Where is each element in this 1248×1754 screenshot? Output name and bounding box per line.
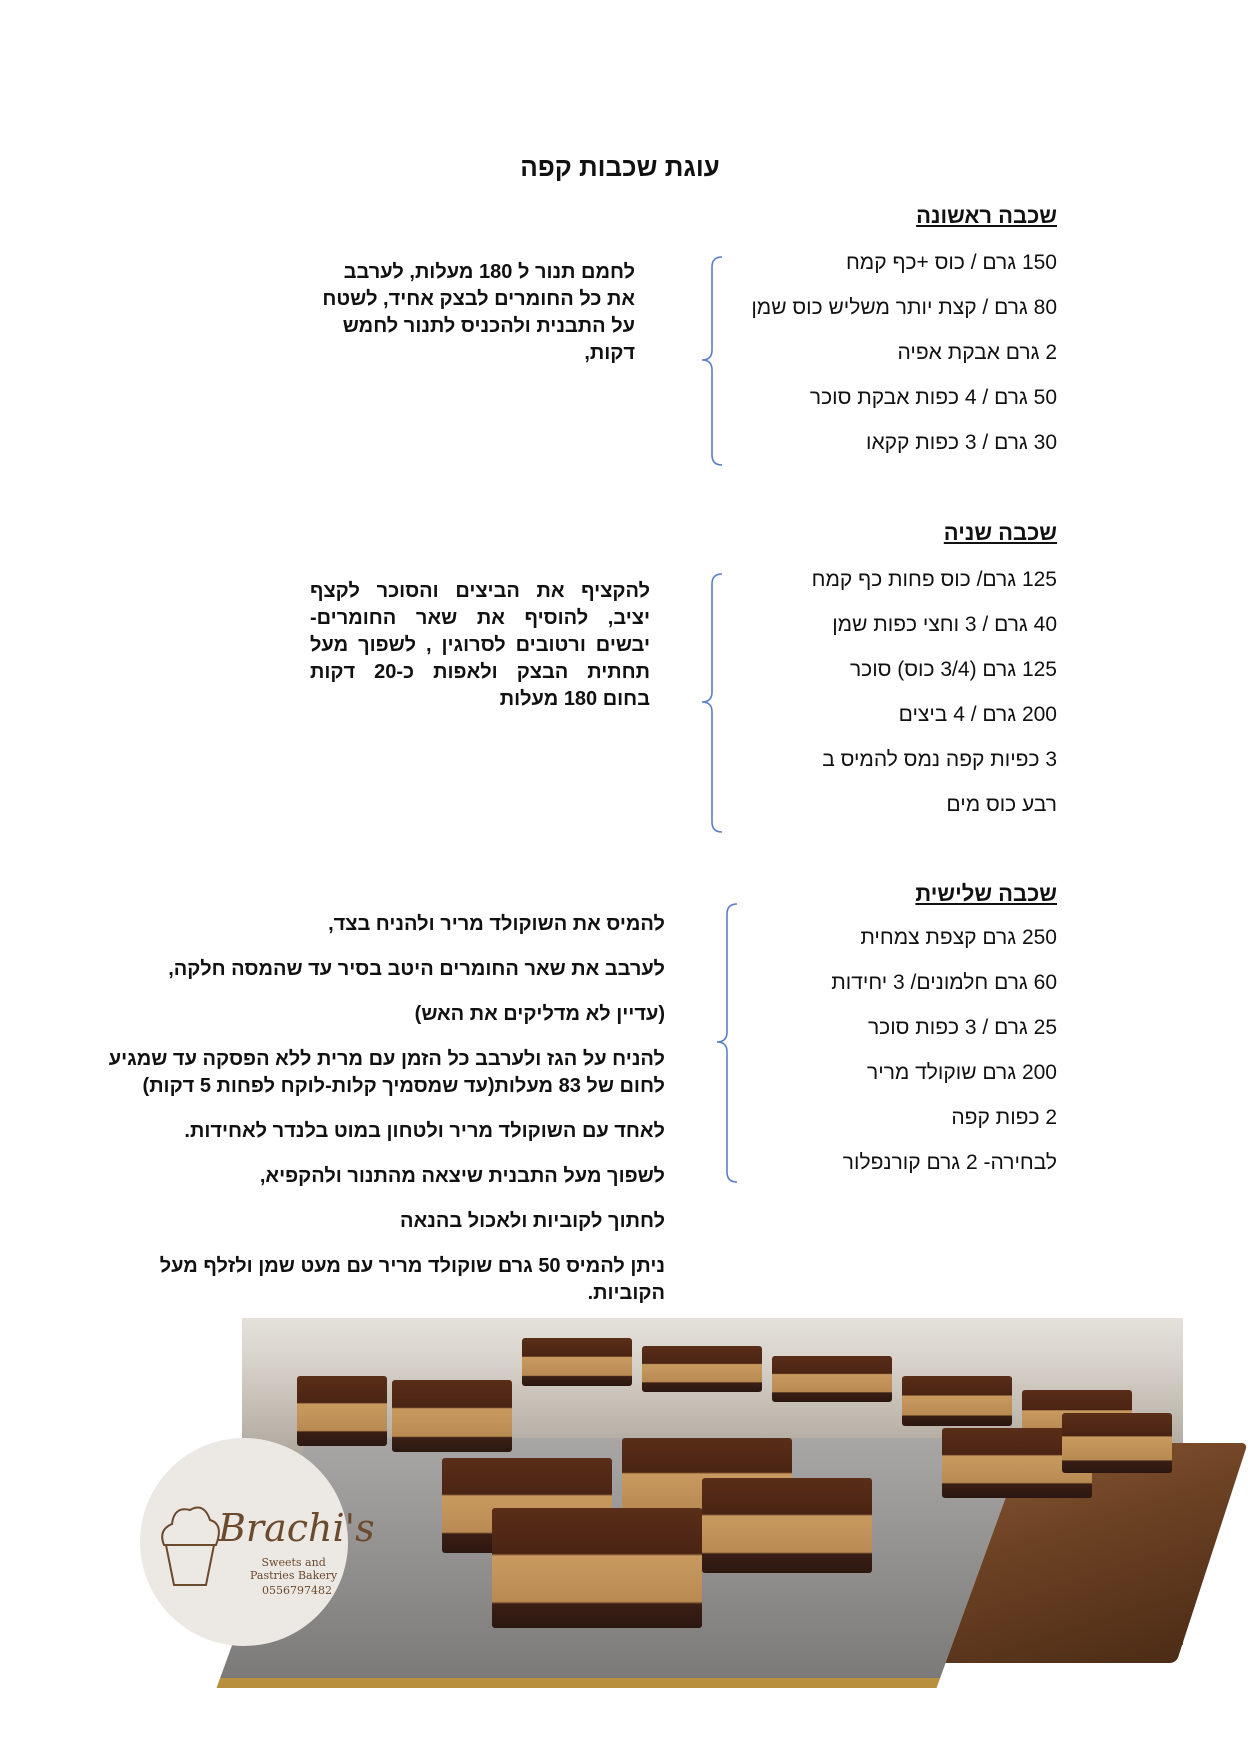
layer2-brace: [690, 572, 730, 837]
cake-bar: [392, 1380, 512, 1452]
layer3-heading: שכבה שלישית: [915, 881, 1057, 906]
recipe-title: עוגת שכבות קפה: [520, 152, 720, 182]
layer3-instructions: [65, 911, 665, 1307]
instruction-line: לשפוך מעל התבנית שיצאה מהתנור ולהקפיא,: [259, 1165, 665, 1187]
layer1-ingredient: 50 גרם / 4 כפות אבקת סוכר: [809, 386, 1057, 409]
instruction-line: להקציף את הביצים והסוכר לקצף: [310, 580, 650, 602]
instruction-line: לערבב את שאר החומרים היטב בסיר עד שהמסה חלקה,: [168, 958, 665, 980]
layer3-ingredient: 25 גרם / 3 כפות סוכר: [867, 1016, 1057, 1039]
cake-bar: [297, 1376, 387, 1446]
layer1-instructions: [305, 259, 635, 367]
cake-bar: [522, 1338, 632, 1386]
logo-phone: 0556797482: [262, 1584, 332, 1597]
layer1-heading: שכבה ראשונה: [916, 203, 1057, 228]
layer1-ingredient: 80 גרם / קצת יותר משליש כוס שמן: [751, 296, 1057, 319]
instruction-line: בחום 180 מעלות: [499, 688, 650, 710]
instruction-line: הקוביות.: [587, 1282, 665, 1304]
cake-bar: [772, 1356, 892, 1402]
instruction-line: לאחד עם השוקולד מריר ולטחון במוט בלנדר לאחידות.: [184, 1120, 665, 1142]
cake-bar: [642, 1346, 762, 1392]
instruction-line: דקות,: [584, 342, 635, 364]
cake-bar: [1062, 1413, 1172, 1473]
layer3-ingredient: 250 גרם קצפת צמחית: [860, 926, 1057, 949]
layer3-brace: [705, 902, 745, 1187]
layer1-ingredient: 30 גרם / 3 כפות קקאו: [866, 431, 1057, 454]
layer2-ingredient: 125 גרם (3/4 כוס) סוכר: [849, 658, 1057, 681]
instruction-line: להניח על הגז ולערבב כל הזמן עם מרית ללא הפסקה עד שמגיע: [108, 1048, 665, 1070]
logo-tagline-line: Sweets and: [261, 1556, 326, 1569]
logo-name: Brachi's: [218, 1506, 375, 1550]
instruction-line: ניתן להמיס 50 גרם שוקולד מריר עם מעט שמן ולזלף מעל: [159, 1255, 665, 1277]
layer2-instructions: [310, 578, 650, 713]
cake-photo: [242, 1318, 1183, 1645]
cupcake-icon: [154, 1500, 226, 1590]
bakery-logo: [140, 1438, 375, 1646]
instruction-line: את כל החומרים לבצק אחיד, לשטח: [322, 288, 635, 310]
instruction-line: לחום של 83 מעלות(עד שמסמיך קלות-לוקח לפחות 5 דקות): [142, 1075, 665, 1097]
layer2-ingredient: 40 גרם / 3 וחצי כפות שמן: [832, 613, 1057, 636]
layer1-ingredient: 150 גרם / כוס +כף קמח: [845, 251, 1057, 274]
instruction-line: להמיס את השוקולד מריר ולהניח בצד,: [328, 913, 665, 935]
instruction-line: לחמם תנור ל 180 מעלות, לערבב: [343, 261, 635, 283]
cake-bar: [702, 1478, 872, 1573]
layer3-ingredient: 2 כפות קפה: [951, 1106, 1057, 1129]
instruction-line: על התבנית ולהכניס לתנור לחמש: [342, 315, 635, 337]
instruction-line: יציב, להוסיף את שאר החומרים-: [310, 607, 650, 629]
layer1-ingredient: 2 גרם אבקת אפיה: [897, 341, 1057, 364]
layer2-ingredient: 3 כפיות קפה נמס להמיס ב: [822, 748, 1057, 771]
layer2-heading: שכבה שניה: [943, 520, 1057, 545]
layer3-ingredient: 60 גרם חלמונים/ 3 יחידות: [831, 971, 1057, 994]
layer2-ingredient: 125 גרם/ כוס פחות כף קמח: [811, 568, 1057, 591]
instruction-line: (עדיין לא מדליקים את האש): [414, 1003, 665, 1025]
layer3-ingredient: לבחירה- 2 גרם קורנפלור: [842, 1151, 1057, 1174]
logo-tagline: [250, 1556, 337, 1582]
cake-bar: [902, 1376, 1012, 1426]
layer2-ingredient: 200 גרם / 4 ביצים: [898, 703, 1057, 726]
logo-tagline-line: Pastries Bakery: [250, 1569, 338, 1582]
cake-bar: [492, 1508, 702, 1628]
layer1-brace: [690, 255, 730, 470]
layer3-ingredient: 200 גרם שוקולד מריר: [867, 1061, 1057, 1084]
instruction-line: יבשים ורטובים לסרוגין , לשפוך מעל: [310, 634, 650, 656]
instruction-line: לחתוך לקוביות ולאכול בהנאה: [400, 1210, 665, 1232]
layer2-ingredient: רבע כוס מים: [946, 793, 1057, 816]
instruction-line: תחתית הבצק ולאפות כ-20 דקות: [310, 661, 650, 683]
